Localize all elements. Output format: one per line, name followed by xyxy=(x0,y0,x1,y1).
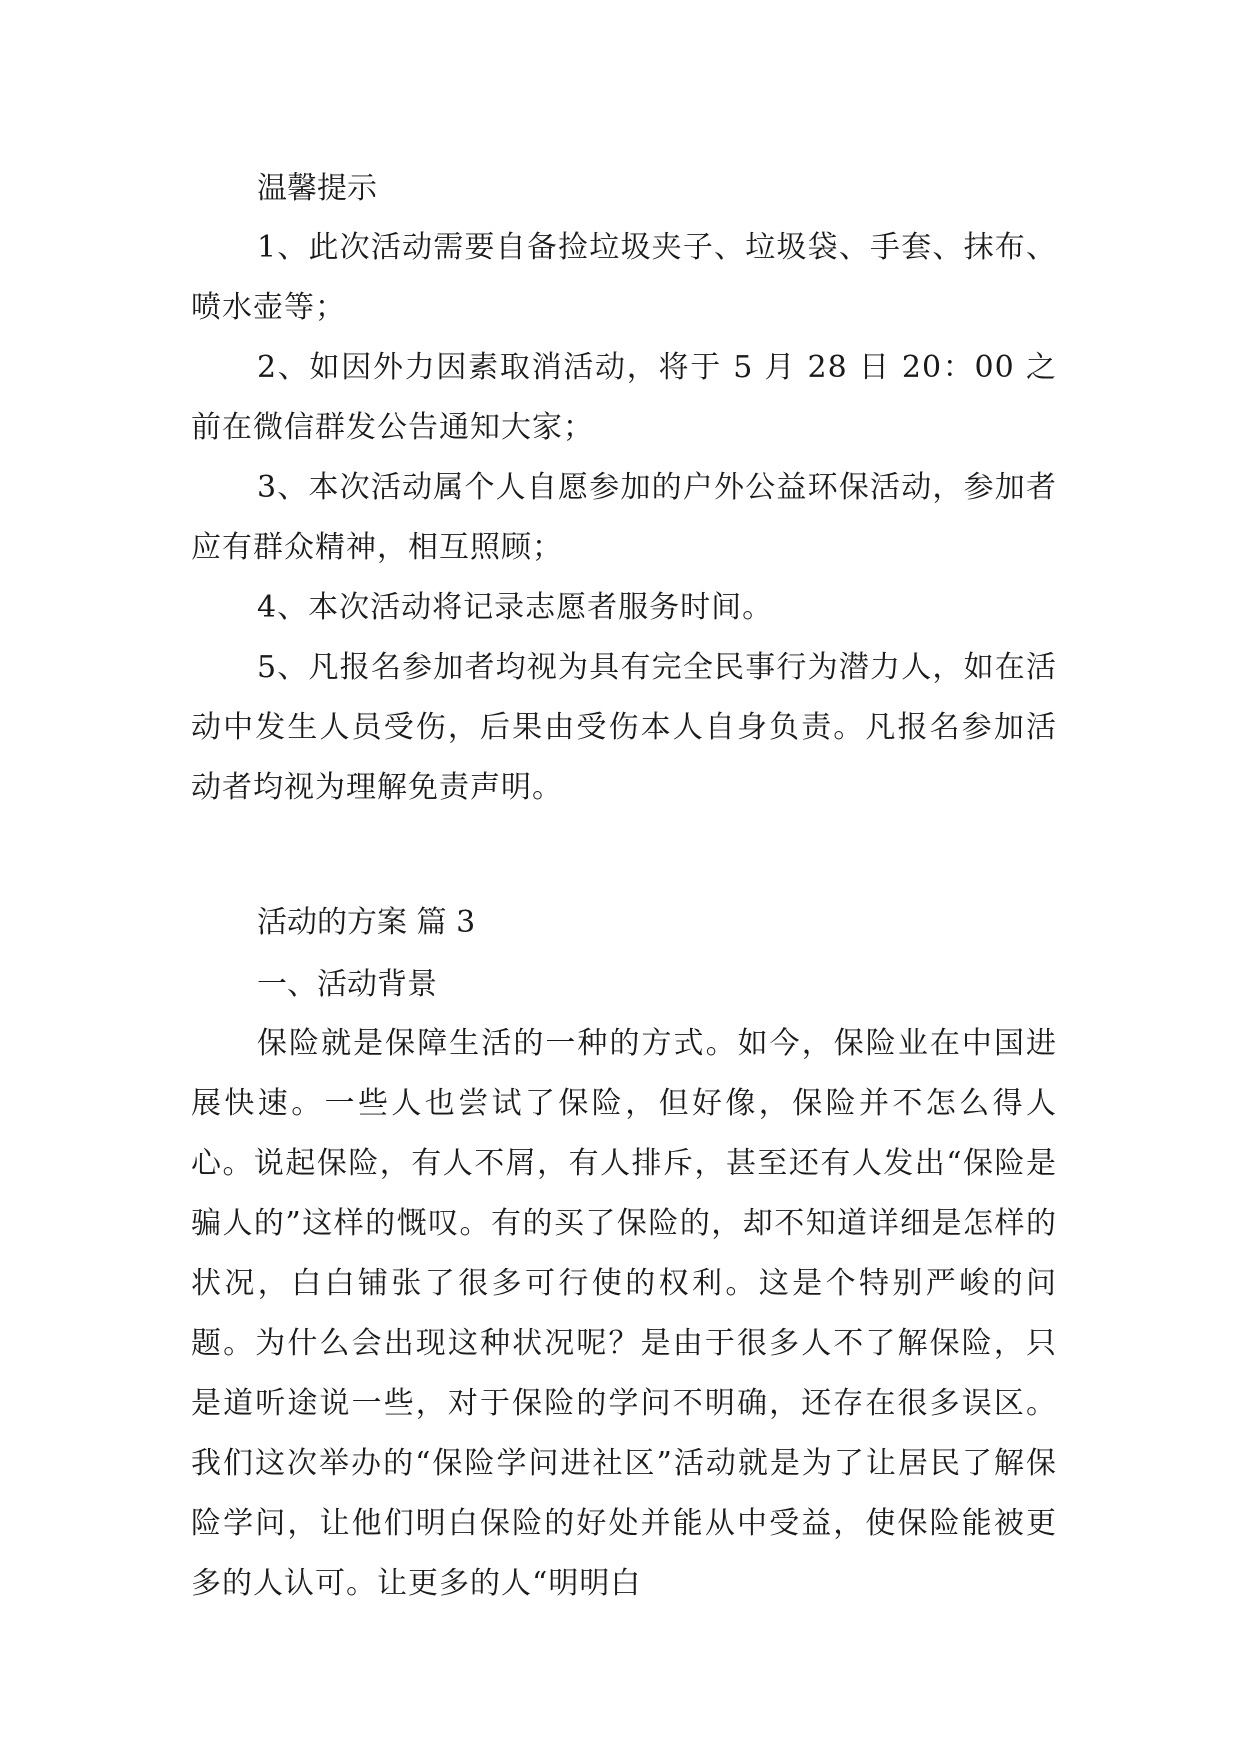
plan-background-paragraph: 保险就是保障生活的一种的方式。如今，保险业在中国进展快速。一些人也尝试了保险，但好像，保险并不怎么得人心。说起保险，有人不屑，有人排斥，甚至还有人发出“保险是骗人的”这样的慨叹。有的买了保险的，却不知道详细是怎样的状况，白白铺张了很多可行使的权利。这是个特别严峻的问题。为什么会出现这种状况呢？是由于很多人不了解保险，只是道听途说一些，对于保险的学问不明确，还存在很多误区。我们这次举办的“保险学问进社区”活动就是为了让居民了解保险学问，让他们明白保险的好处并能从中受益，使保险能被更多的人认可。让更多的人“明明白 xyxy=(191,1026,1057,1601)
document-body xyxy=(191,160,1057,1614)
tip-item-1: 1、此次活动需要自备捡垃圾夹子、垃圾袋、手套、抹布、喷水壶等； xyxy=(191,230,1057,325)
tip-item-2: 2、如因外力因素取消活动，将于 5 月 28 日 20：00 之前在微信群发公告通知大家； xyxy=(191,350,1057,445)
section-spacer xyxy=(191,818,1057,894)
tip-item-5: 5、凡报名参加者均视为具有完全民事行为潜力人，如在活动中发生人员受伤，后果由受伤本人自身负责。凡报名参加活动者均视为理解免责声明。 xyxy=(191,650,1057,805)
tip-item-4: 4、本次活动将记录志愿者服务时间。 xyxy=(257,590,774,625)
plan-subheading: 一、活动背景 xyxy=(257,967,437,1002)
plan-title: 活动的方案 篇 3 xyxy=(257,905,476,940)
tips-heading: 温馨提示 xyxy=(257,171,377,206)
tip-item-3: 3、本次活动属个人自愿参加的户外公益环保活动，参加者应有群众精神，相互照顾； xyxy=(191,470,1057,565)
